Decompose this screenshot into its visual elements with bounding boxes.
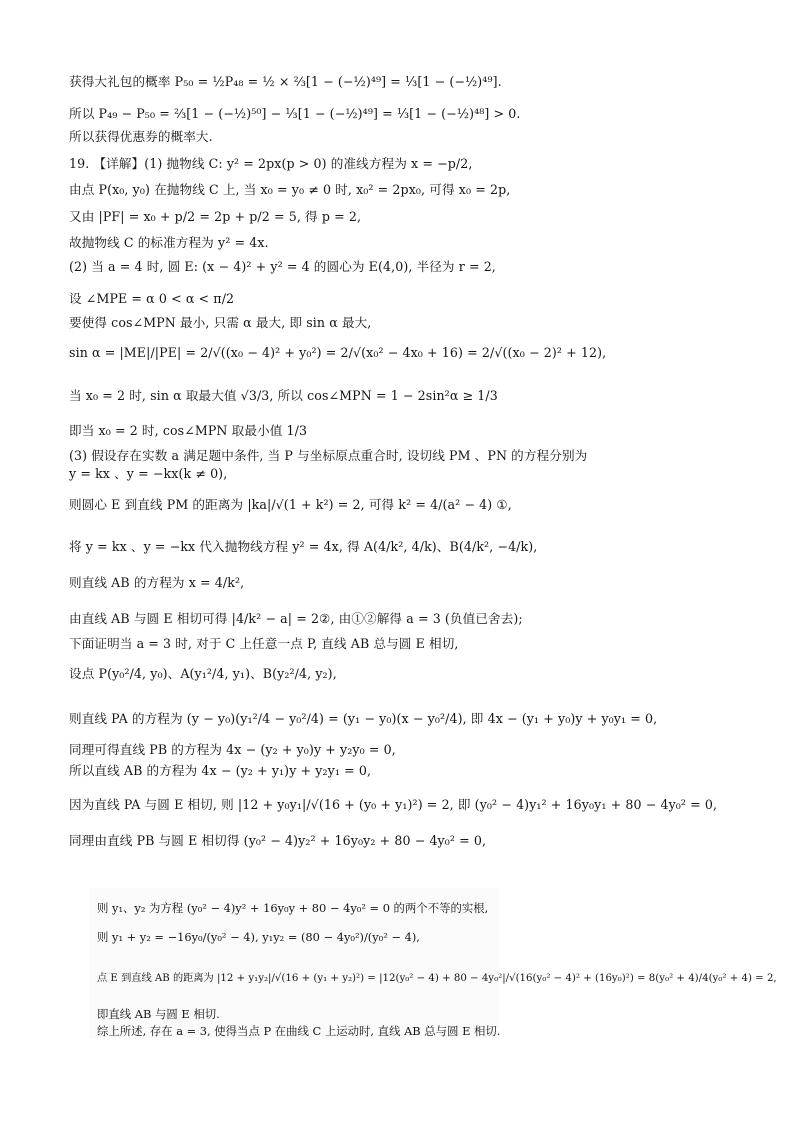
text-line-4: 19. 【详解】(1) 抛物线 C: y² = 2px(p > 0) 的准线方程为 x = −p/2, — [69, 156, 473, 171]
text-line-25: 因为直线 PA 与圆 E 相切, 则 |12 + y₀y₁|/√(16 + (y₀ + y₁)²) = 2, 即 (y₀² − 4)y₁² + 16y₀y₁ + 80 − 4y₀² = 0, — [69, 797, 718, 812]
text-line-1: 获得大礼包的概率 P₅₀ = ½P₄₈ = ½ × ⅔[1 − (−½)⁴⁹] = ⅓[1 − (−½)⁴⁹]. — [69, 74, 502, 89]
box-line-3: 点 E 到直线 AB 的距离为 |12 + y₁y₂|/√(16 + (y₁ + y₂)²) = |12(y₀² − 4) + 80 − 4y₀²|/√(16(y₀² − 4)² + (16y₀)²) = 8(y₀² + 4)/4(y₀² + 4) = 2, — [97, 973, 777, 984]
text-line-5: 由点 P(x₀, y₀) 在抛物线 C 上, 当 x₀ = y₀ ≠ 0 时, x₀² = 2px₀, 可得 x₀ = 2p, — [69, 182, 511, 197]
text-line-6: 又由 |PF| = x₀ + p/2 = 2p + p/2 = 5, 得 p = 2, — [69, 209, 362, 224]
text-line-26: 同理由直线 PB 与圆 E 相切得 (y₀² − 4)y₂² + 16y₀y₂ + 80 − 4y₀² = 0, — [69, 833, 487, 848]
text-line-14: (3) 假设存在实数 a 满足题中条件, 当 P 与坐标原点重合时, 设切线 PM 、PN 的方程分别为 — [69, 448, 588, 463]
text-line-18: 则直线 AB 的方程为 x = 4/k², — [69, 575, 245, 590]
text-line-9: 设 ∠MPE = α 0 < α < π/2 — [69, 291, 235, 306]
text-line-8: (2) 当 a = 4 时, 圆 E: (x − 4)² + y² = 4 的圆心为 E(4,0), 半径为 r = 2, — [69, 259, 496, 274]
box-line-1: 则 y₁、y₂ 为方程 (y₀² − 4)y² + 16y₀y + 80 − 4y₀² = 0 的两个不等的实根, — [97, 901, 489, 915]
text-line-22: 则直线 PA 的方程为 (y − y₀)(y₁²/4 − y₀²/4) = (y₁ − y₀)(x − y₀²/4), 即 4x − (y₁ + y₀)y + y₀y₁ = 0, — [69, 711, 658, 726]
text-line-20: 下面证明当 a = 3 时, 对于 C 上任意一点 P, 直线 AB 总与圆 E 相切, — [69, 636, 459, 651]
box-line-2: 则 y₁ + y₂ = −16y₀/(y₀² − 4), y₁y₂ = (80 − 4y₀²)/(y₀² − 4), — [97, 930, 420, 944]
text-line-3: 所以获得优惠券的概率大. — [69, 129, 213, 144]
text-line-19: 由直线 AB 与圆 E 相切可得 |4/k² − a| = 2②, 由①②解得 a = 3 (负值已舍去); — [69, 611, 523, 626]
text-line-7: 故抛物线 C 的标准方程为 y² = 4x. — [69, 235, 269, 250]
box-line-5: 综上所述, 存在 a = 3, 使得当点 P 在曲线 C 上运动时, 直线 AB 总与圆 E 相切. — [97, 1024, 501, 1038]
text-line-21: 设点 P(y₀²/4, y₀)、A(y₁²/4, y₁)、B(y₂²/4, y₂), — [69, 666, 337, 681]
text-line-15: y = kx 、y = −kx(k ≠ 0), — [69, 466, 228, 481]
text-line-13: 即当 x₀ = 2 时, cos∠MPN 取最小值 1/3 — [69, 423, 308, 438]
text-line-12: 当 x₀ = 2 时, sin α 取最大值 √3/3, 所以 cos∠MPN = 1 − 2sin²α ≥ 1/3 — [69, 388, 498, 403]
text-line-24: 所以直线 AB 的方程为 4x − (y₂ + y₁)y + y₂y₁ = 0, — [69, 763, 372, 778]
text-line-10: 要使得 cos∠MPN 最小, 只需 α 最大, 即 sin α 最大, — [69, 315, 372, 330]
box-line-4: 即直线 AB 与圆 E 相切. — [97, 1007, 220, 1021]
text-line-16: 则圆心 E 到直线 PM 的距离为 |ka|/√(1 + k²) = 2, 可得 k² = 4/(a² − 4) ①, — [69, 497, 512, 512]
text-line-23: 同理可得直线 PB 的方程为 4x − (y₂ + y₀)y + y₂y₀ = 0, — [69, 742, 396, 757]
text-line-11: sin α = |ME|/|PE| = 2/√((x₀ − 4)² + y₀²) = 2/√(x₀² − 4x₀ + 16) = 2/√((x₀ − 2)² + 12), — [69, 345, 607, 360]
text-line-17: 将 y = kx 、y = −kx 代入抛物线方程 y² = 4x, 得 A(4/k², 4/k)、B(4/k², −4/k), — [69, 539, 538, 554]
text-line-2: 所以 P₄₉ − P₅₀ = ⅔[1 − (−½)⁵⁰] − ⅓[1 − (−½)⁴⁹] = ⅓[1 − (−½)⁴⁸] > 0. — [69, 106, 521, 121]
